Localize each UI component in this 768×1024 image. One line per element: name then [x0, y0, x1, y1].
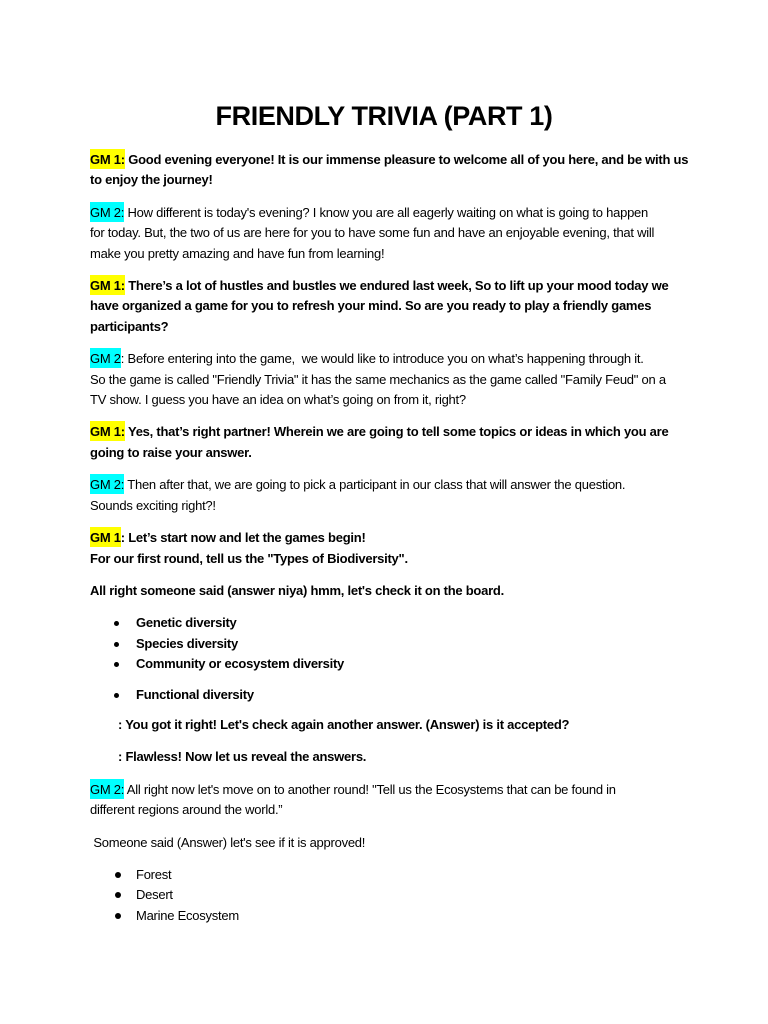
dialogue-text: There’s a lot of hustles and bustles we endured last week, So to lift up your mood today we [124, 278, 669, 294]
dialogue-gm2-game-explanation [90, 349, 730, 410]
dialogue-gm2-participant-pick [90, 475, 730, 516]
answer-item [90, 865, 730, 885]
answer-item [90, 685, 730, 705]
dialogue-line: make you pretty amazing and have fun from learning! [90, 245, 385, 261]
dialogue-line: For our first round, tell us the "Types of Biodiversity". [90, 550, 408, 566]
bullet-icon [114, 662, 119, 667]
dialogue-line: participants? [90, 318, 169, 334]
answer-text: Community or ecosystem diversity [136, 656, 345, 672]
dialogue-line: Sounds exciting right?! [90, 497, 216, 513]
answer-item [90, 634, 730, 654]
answer-item [90, 654, 730, 674]
bullet-icon [114, 693, 119, 698]
dialogue-line: going to raise your answer. [90, 444, 252, 460]
answer-text: Forest [136, 866, 172, 882]
answer-text: Species diversity [136, 635, 238, 651]
speaker-label-gm1: GM 1: [90, 421, 125, 441]
answer-item [90, 906, 730, 926]
dialogue-text: Good evening everyone! It is our immense pleasure to welcome all of you here, and be with us [124, 152, 689, 167]
document-title: FRIENDLY TRIVIA (PART 1) [215, 101, 553, 131]
dialogue-text: : Let’s start now and let the games begin! [120, 530, 366, 546]
dialogue-gm1-rules [90, 422, 730, 463]
dialogue-line [90, 475, 730, 495]
dialogue-gm1-round1-start [90, 528, 730, 569]
dialogue-gm2-round2-start [90, 780, 730, 821]
dialogue-line [90, 780, 730, 800]
dialogue-text: Then after that, we are going to pick a participant in our class that will answer the question. [124, 477, 626, 493]
dialogue-text: All right now let's move on to another round! "Tell us the Ecosystems that can be found in [124, 781, 616, 797]
dialogue-line: TV show. I guess you have an idea on what’s going on from it, right? [90, 392, 466, 408]
host-response-reveal: : Flawless! Now let us reveal the answers. [118, 749, 367, 765]
dialogue-gm1-game-announcement [90, 276, 730, 337]
answer-text: Marine Ecosystem [136, 907, 239, 923]
dialogue-gm2-intro [90, 203, 730, 264]
round2-answer-list [90, 865, 730, 926]
dialogue-line: have organized a game for you to refresh your mind. So are you ready to play a friendly games [90, 298, 652, 314]
dialogue-line [90, 349, 730, 369]
dialogue-line [90, 528, 730, 548]
answer-text: Genetic diversity [136, 615, 237, 631]
speaker-label-gm2: GM 2: [90, 202, 124, 222]
speaker-label-gm1: GM 1: [90, 275, 125, 295]
speaker-label-gm1: GM 1 [90, 527, 121, 547]
dialogue-line [90, 422, 730, 442]
dialogue-text: : Before entering into the game, we would like to introduce you on what’s happening through it. [120, 351, 644, 367]
round2-board-prompt: Someone said (Answer) let's see if it is approved! [90, 834, 366, 850]
round1-answer-list [90, 613, 730, 705]
speaker-label-gm1: GM 1: [90, 149, 125, 169]
dialogue-line [90, 203, 730, 223]
answer-item [90, 613, 730, 633]
dialogue-line: for today. But, the two of us are here for you to have some fun and have an enjoyable evening, that will [90, 225, 655, 241]
answer-text: Desert [136, 887, 173, 903]
bullet-icon [114, 621, 119, 626]
bullet-icon [115, 892, 121, 898]
dialogue-line [90, 150, 730, 170]
answer-item [90, 885, 730, 905]
round1-board-prompt: All right someone said (answer niya) hmm, let's check it on the board. [90, 582, 504, 598]
document-body [90, 150, 730, 926]
dialogue-line: to enjoy the journey! [90, 172, 213, 188]
host-response-accepted: : You got it right! Let's check again another answer. (Answer) is it accepted? [118, 716, 570, 732]
dialogue-text: Yes, that’s right partner! Wherein we are going to tell some topics or ideas in which you are [124, 424, 669, 440]
dialogue-line: So the game is called "Friendly Trivia" it has the same mechanics as the game called "Family Feud" on a [90, 371, 666, 387]
speaker-label-gm2: GM 2 [90, 348, 121, 368]
bullet-icon [114, 642, 119, 647]
speaker-label-gm2: GM 2: [90, 779, 124, 799]
dialogue-gm1-welcome [90, 150, 730, 191]
dialogue-line: different regions around the world.” [90, 802, 283, 818]
dialogue-line [90, 276, 730, 296]
answer-text: Functional diversity [136, 686, 254, 702]
dialogue-text: How different is today's evening? I know you are all eagerly waiting on what is going to happen [124, 204, 649, 220]
bullet-icon [115, 872, 121, 878]
speaker-label-gm2: GM 2: [90, 474, 124, 494]
bullet-icon [115, 913, 121, 919]
